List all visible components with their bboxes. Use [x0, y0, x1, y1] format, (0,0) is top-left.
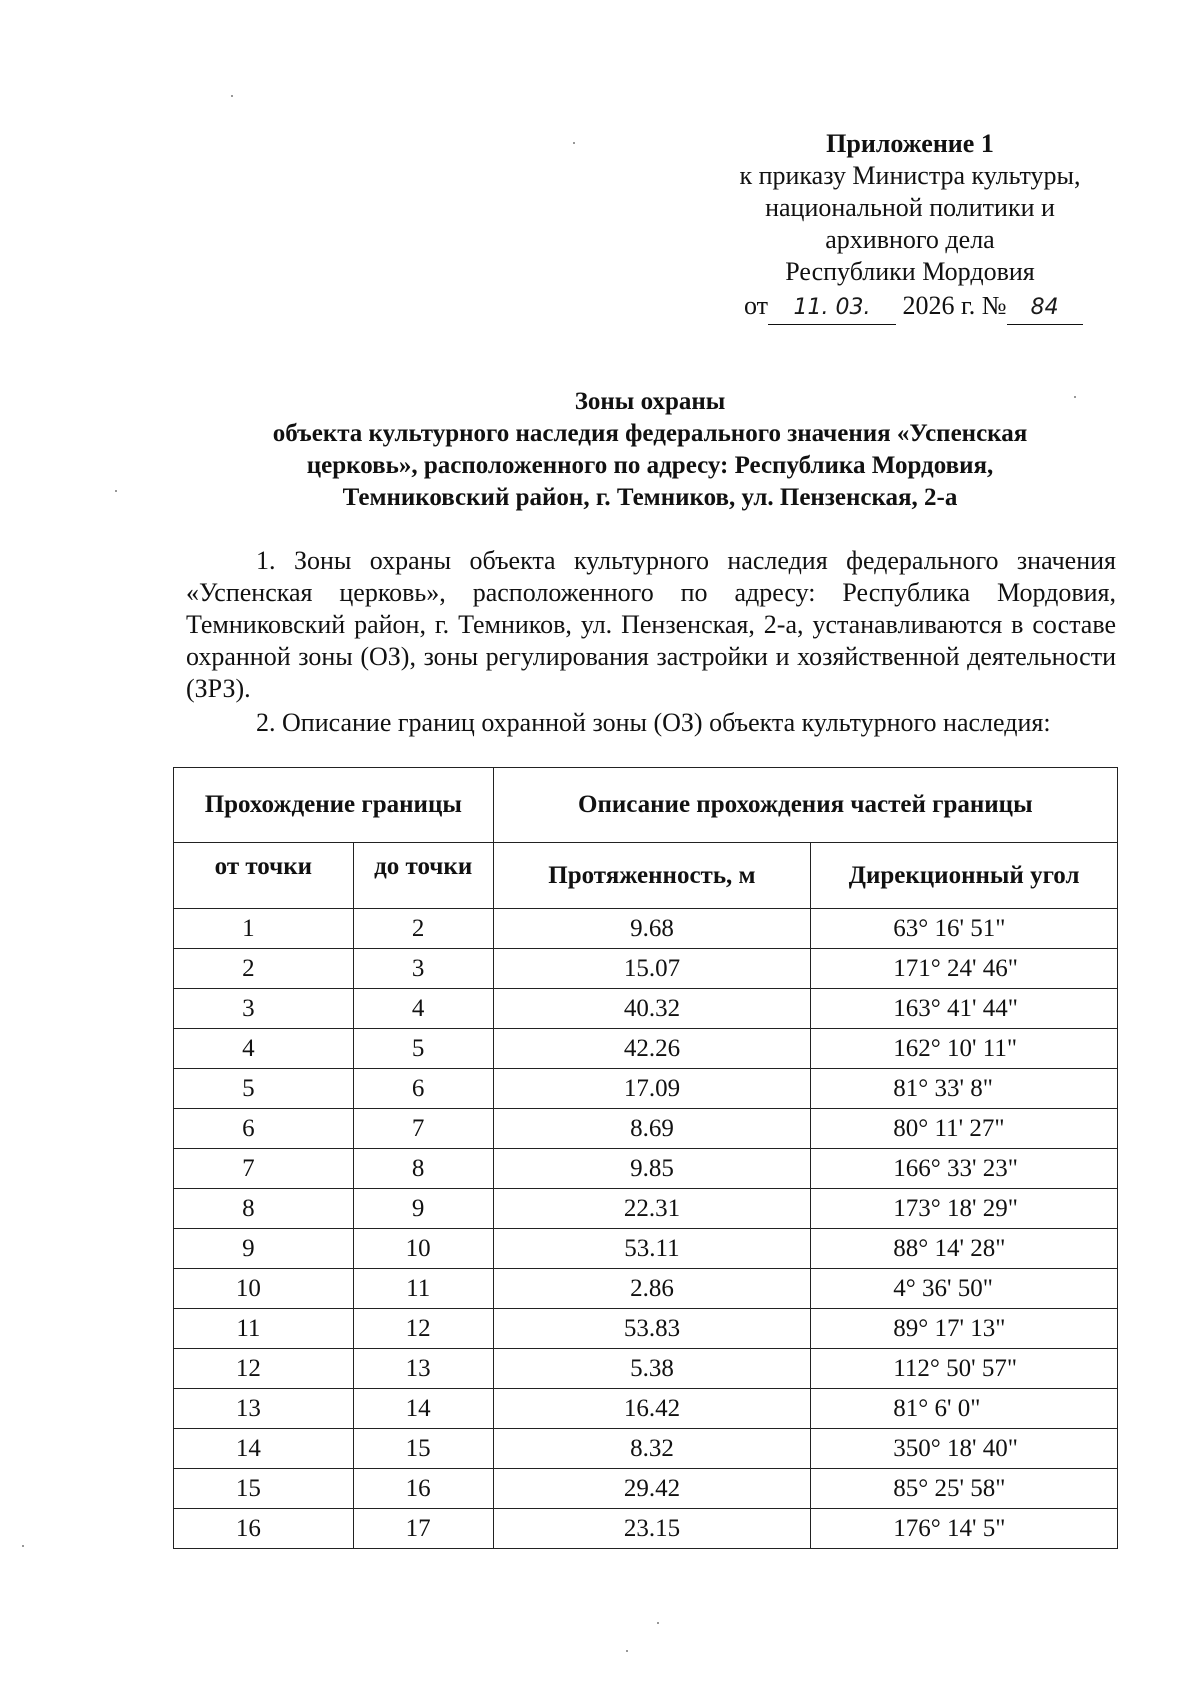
date-line: [744, 290, 1083, 325]
cell-from-point: 10: [174, 1269, 354, 1309]
cell-from-point: 2: [174, 949, 354, 989]
title-line: объекта культурного наследия федерального значения «Успенская: [272, 420, 1028, 447]
cell-to-point: 3: [353, 949, 493, 989]
cell-to-point: 15: [353, 1429, 493, 1469]
cell-angle: 166° 33' 23": [811, 1149, 1118, 1189]
cell-from-point: 7: [174, 1149, 354, 1189]
cell-from-point: 11: [174, 1309, 354, 1349]
table-row: [174, 1109, 1118, 1149]
cell-angle: 173° 18' 29": [811, 1189, 1118, 1229]
cell-length: 5.38: [493, 1349, 811, 1389]
table-row: [174, 1389, 1118, 1429]
cell-to-point: 8: [353, 1149, 493, 1189]
cell-to-point: 2: [353, 909, 493, 949]
cell-angle: 85° 25' 58": [811, 1469, 1118, 1509]
cell-to-point: 9: [353, 1189, 493, 1229]
table-row: [174, 1349, 1118, 1389]
table-row: [174, 909, 1118, 949]
title-line: Темниковский район, г. Темников, ул. Пензенская, 2-а: [342, 484, 958, 511]
cell-angle: 80° 11' 27": [811, 1109, 1118, 1149]
appendix-title: Приложение 1: [826, 129, 994, 158]
cell-from-point: 13: [174, 1389, 354, 1429]
cell-length: 23.15: [493, 1509, 811, 1549]
boundary-table: [173, 767, 1118, 1549]
table-body: [174, 909, 1118, 1549]
cell-to-point: 4: [353, 989, 493, 1029]
appendix-block: [700, 128, 1120, 288]
cell-angle: 4° 36' 50": [811, 1269, 1118, 1309]
appendix-line: национальной политики и: [765, 193, 1055, 222]
cell-to-point: 14: [353, 1389, 493, 1429]
cell-angle: 88° 14' 28": [811, 1229, 1118, 1269]
table-row: [174, 989, 1118, 1029]
cell-length: 8.32: [493, 1429, 811, 1469]
table-row: [174, 1229, 1118, 1269]
cell-length: 22.31: [493, 1189, 811, 1229]
cell-to-point: 7: [353, 1109, 493, 1149]
scan-speck: [231, 95, 233, 97]
cell-to-point: 17: [353, 1509, 493, 1549]
scan-speck: [115, 490, 117, 492]
table-row: [174, 1149, 1118, 1189]
table-row: [174, 1309, 1118, 1349]
title-line: Зоны охраны: [574, 388, 726, 415]
cell-to-point: 12: [353, 1309, 493, 1349]
cell-angle: 162° 10' 11": [811, 1029, 1118, 1069]
cell-angle: 163° 41' 44": [811, 989, 1118, 1029]
cell-from-point: 6: [174, 1109, 354, 1149]
cell-angle: 63° 16' 51": [811, 909, 1118, 949]
header-length: Протяженность, м: [493, 843, 811, 909]
cell-length: 9.85: [493, 1149, 811, 1189]
scan-speck: [626, 1650, 628, 1652]
cell-length: 53.83: [493, 1309, 811, 1349]
cell-angle: 81° 6' 0": [811, 1389, 1118, 1429]
document-title: [180, 386, 1120, 514]
cell-to-point: 11: [353, 1269, 493, 1309]
handwritten-date: 11. 03.: [768, 292, 896, 325]
scan-speck: [573, 142, 575, 144]
cell-length: 17.09: [493, 1069, 811, 1109]
cell-from-point: 14: [174, 1429, 354, 1469]
cell-length: 15.07: [493, 949, 811, 989]
title-line: церковь», расположенного по адресу: Республика Мордовия,: [306, 452, 994, 479]
table-row: [174, 1029, 1118, 1069]
appendix-line: Республики Мордовия: [785, 257, 1035, 286]
cell-length: 40.32: [493, 989, 811, 1029]
scan-speck: [22, 1545, 24, 1547]
handwritten-number: 84: [1007, 292, 1083, 325]
appendix-line: к приказу Министра культуры,: [739, 161, 1081, 190]
cell-from-point: 12: [174, 1349, 354, 1389]
scan-speck: [657, 1622, 659, 1624]
cell-from-point: 5: [174, 1069, 354, 1109]
cell-angle: 350° 18' 40": [811, 1429, 1118, 1469]
cell-to-point: 13: [353, 1349, 493, 1389]
header-description: Описание прохождения частей границы: [493, 768, 1117, 843]
table-row: [174, 1069, 1118, 1109]
cell-length: 16.42: [493, 1389, 811, 1429]
appendix-line: архивного дела: [825, 225, 995, 254]
table-row: [174, 1469, 1118, 1509]
header-angle: Дирекционный угол: [811, 843, 1118, 909]
cell-length: 9.68: [493, 909, 811, 949]
date-prefix: от: [744, 291, 769, 320]
cell-from-point: 9: [174, 1229, 354, 1269]
header-from-point: от точки: [174, 843, 354, 909]
table-row: [174, 1429, 1118, 1469]
header-to-point: до точки: [353, 843, 493, 909]
cell-length: 53.11: [493, 1229, 811, 1269]
paragraph-2: 2. Описание границ охранной зоны (ОЗ) объекта культурного наследия:: [256, 708, 1051, 737]
cell-from-point: 16: [174, 1509, 354, 1549]
cell-angle: 171° 24' 46": [811, 949, 1118, 989]
cell-to-point: 16: [353, 1469, 493, 1509]
cell-length: 2.86: [493, 1269, 811, 1309]
cell-from-point: 1: [174, 909, 354, 949]
cell-to-point: 10: [353, 1229, 493, 1269]
cell-angle: 81° 33' 8": [811, 1069, 1118, 1109]
cell-angle: 176° 14' 5": [811, 1509, 1118, 1549]
cell-to-point: 5: [353, 1029, 493, 1069]
year-number-label: 2026 г. №: [902, 291, 1007, 320]
table-row: [174, 1509, 1118, 1549]
table-row: [174, 1269, 1118, 1309]
cell-from-point: 8: [174, 1189, 354, 1229]
cell-from-point: 3: [174, 989, 354, 1029]
table-row: [174, 949, 1118, 989]
cell-length: 29.42: [493, 1469, 811, 1509]
cell-from-point: 15: [174, 1469, 354, 1509]
cell-angle: 89° 17' 13": [811, 1309, 1118, 1349]
cell-length: 8.69: [493, 1109, 811, 1149]
cell-angle: 112° 50' 57": [811, 1349, 1118, 1389]
paragraph-1: 1. Зоны охраны объекта культурного наследия федерального значения «Успенская церковь», расположенного по адресу: Республика Мордовия, Темниковский район, г. Темников, ул. Пензенская, 2-а, устанавливаются в составе охранной зоны (ОЗ), зоны регулирования застройки и хозяйственной деятельности (ЗРЗ).: [186, 546, 1116, 703]
cell-to-point: 6: [353, 1069, 493, 1109]
header-passage: Прохождение границы: [174, 768, 494, 843]
cell-length: 42.26: [493, 1029, 811, 1069]
table-row: [174, 1189, 1118, 1229]
cell-from-point: 4: [174, 1029, 354, 1069]
